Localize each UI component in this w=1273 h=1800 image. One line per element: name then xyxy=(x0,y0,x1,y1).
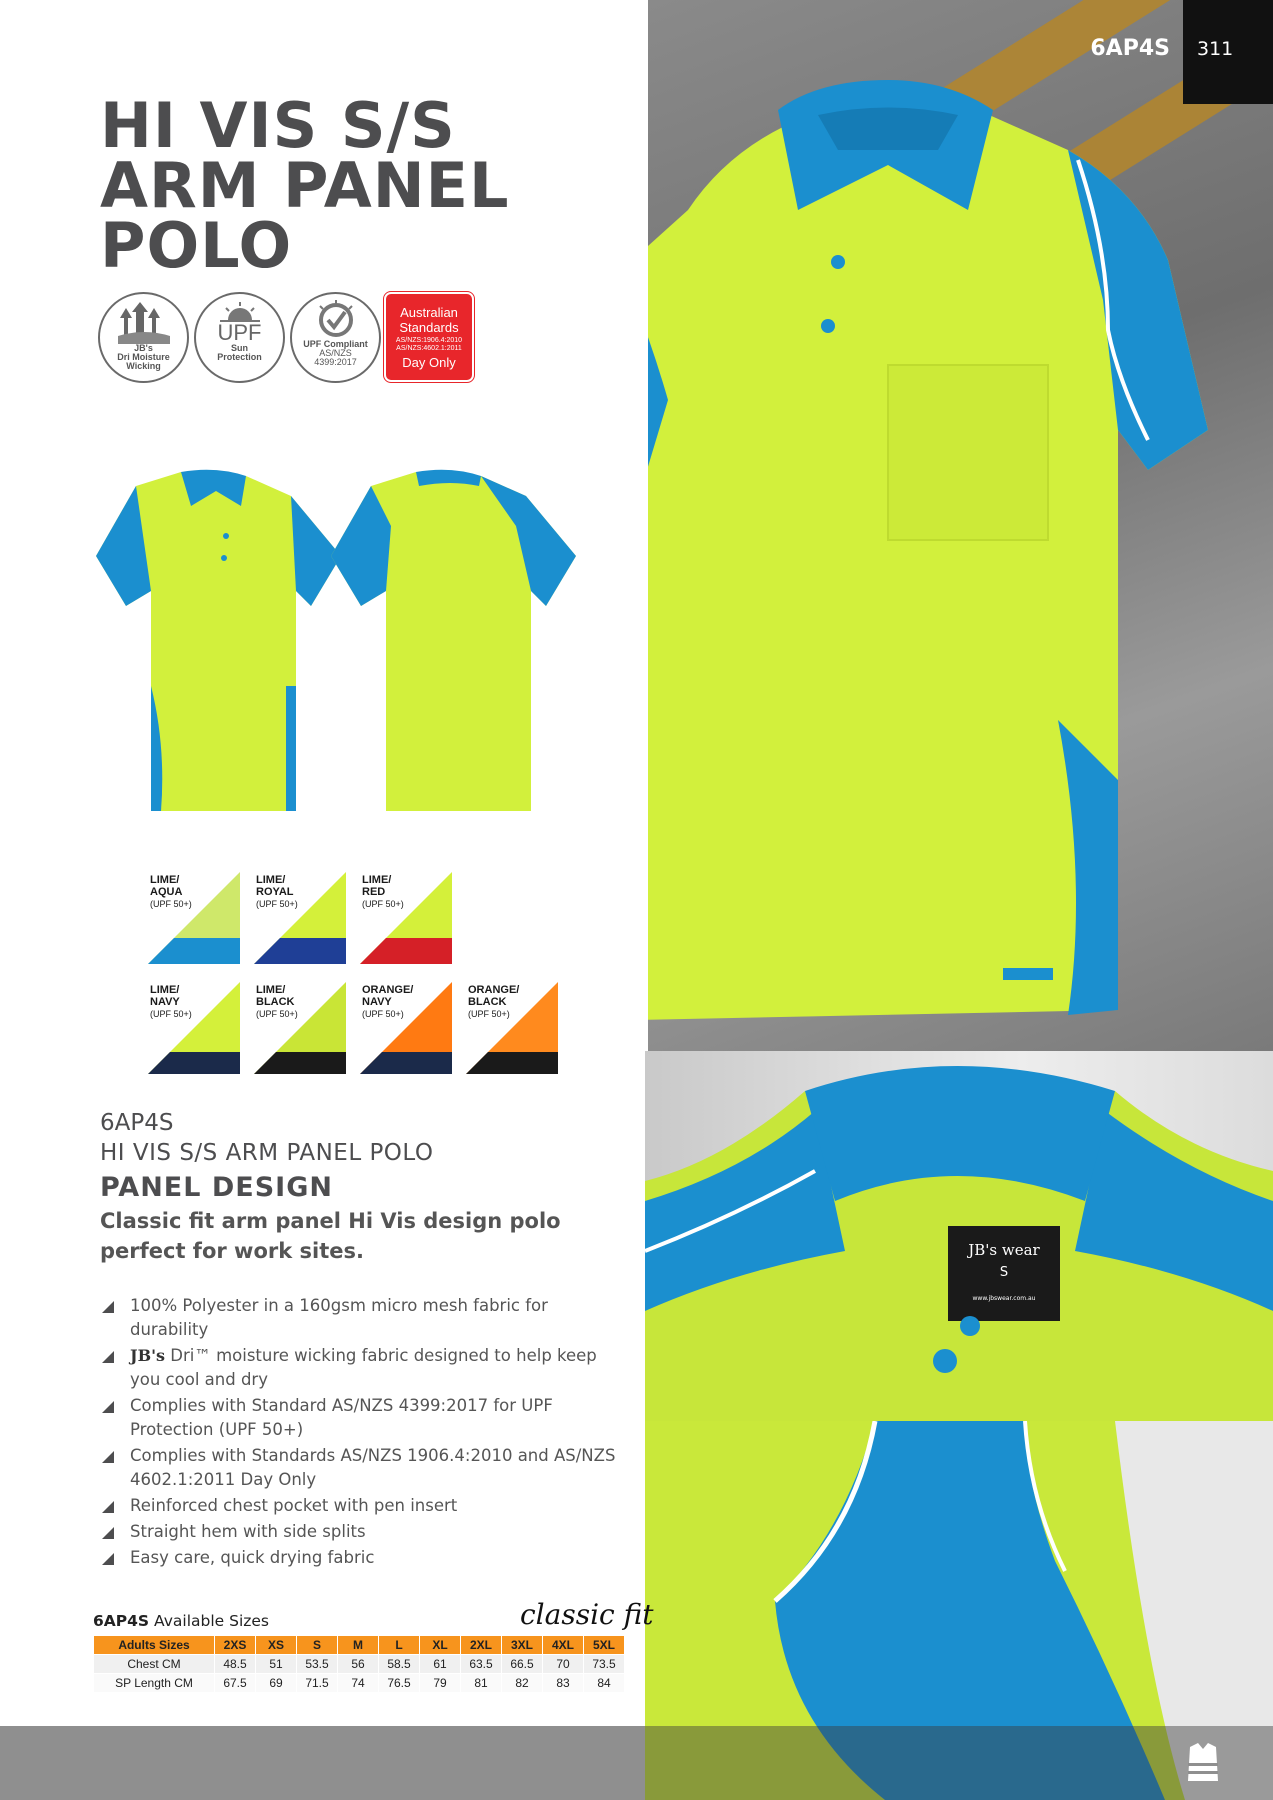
length-row xyxy=(94,1674,625,1693)
swatch-trim xyxy=(254,1052,346,1074)
table-cell: 82 xyxy=(502,1674,543,1693)
table-cell: 73.5 xyxy=(584,1655,625,1674)
swatch-upf: (UPF 50+) xyxy=(150,899,192,909)
swatch-name: ROYAL xyxy=(256,886,294,898)
collar-detail-photo xyxy=(645,1051,1273,1421)
page-number: 311 xyxy=(1197,38,1234,60)
swatch-lime-navy[interactable] xyxy=(148,982,240,1074)
table-cell: 4XL xyxy=(543,1636,584,1655)
swatch-name: LIME/ xyxy=(362,874,392,886)
chest-row xyxy=(94,1655,625,1674)
swatch-name: LIME/ xyxy=(150,984,180,996)
title-line: POLO xyxy=(100,209,293,282)
product-title xyxy=(100,89,540,282)
swatch-trim xyxy=(148,1052,240,1074)
swatch-name: BLACK xyxy=(256,996,295,1008)
sizes-title: Available Sizes xyxy=(154,1612,270,1630)
hi-vis-vest-icon xyxy=(1186,1741,1220,1783)
table-cell: 71.5 xyxy=(297,1674,338,1693)
table-cell: M xyxy=(338,1636,379,1655)
tagline-line: Classic fit arm panel Hi Vis design polo xyxy=(100,1209,561,1233)
feature-item: Reinforced chest pocket with pen insert xyxy=(100,1494,620,1518)
badge-line: Australian xyxy=(400,305,458,320)
swatch-trim xyxy=(360,1052,452,1074)
table-cell: L xyxy=(379,1636,420,1655)
label-url: www.jbswear.com.au xyxy=(972,1295,1036,1302)
swatch-trim xyxy=(466,1052,558,1074)
colour-swatch-grid xyxy=(148,872,568,1077)
swatch-name: ORANGE/ xyxy=(468,984,520,996)
tagline-line: perfect for work sites. xyxy=(100,1239,364,1263)
feature-list xyxy=(100,1294,620,1572)
table-cell: 81 xyxy=(461,1674,502,1693)
swatch-name: AQUA xyxy=(150,886,183,898)
polo-front-thumbnail xyxy=(96,470,341,811)
badge-standard: AS/NZS:4602.1:2011 xyxy=(396,345,462,352)
table-cell: 51 xyxy=(256,1655,297,1674)
swatch-lime-royal[interactable] xyxy=(254,872,346,964)
swatch-name: RED xyxy=(362,886,386,898)
swatch-upf: (UPF 50+) xyxy=(256,1009,298,1019)
table-cell: 69 xyxy=(256,1674,297,1693)
product-code: 6AP4S xyxy=(100,1110,174,1136)
upf-compliant-icon xyxy=(290,292,381,383)
swatch-upf: (UPF 50+) xyxy=(468,1009,510,1019)
size-chart-table xyxy=(93,1635,625,1693)
footer-bar xyxy=(0,1726,645,1800)
icon-caption: Sun xyxy=(231,343,248,353)
feature-item: Easy care, quick drying fabric xyxy=(100,1546,620,1570)
icon-caption: Protection xyxy=(217,352,262,362)
swatch-upf: (UPF 50+) xyxy=(256,899,298,909)
icon-caption: Wicking xyxy=(126,361,161,371)
polo-back-thumbnail xyxy=(331,470,576,811)
table-cell: SP Length CM xyxy=(94,1674,215,1693)
table-cell: XS xyxy=(256,1636,297,1655)
swatch-orange-black[interactable] xyxy=(466,982,558,1074)
table-cell: 3XL xyxy=(502,1636,543,1655)
table-cell: 76.5 xyxy=(379,1674,420,1693)
sizes-code: 6AP4S xyxy=(93,1612,150,1630)
swatch-name: NAVY xyxy=(362,996,392,1008)
swatch-lime-aqua[interactable] xyxy=(148,872,240,964)
product-tagline xyxy=(100,1206,620,1266)
badge-line: Day Only xyxy=(402,355,456,370)
label-size: S xyxy=(999,1265,1009,1280)
feature-item xyxy=(100,1344,620,1392)
classic-fit-label: classic fit xyxy=(520,1598,654,1631)
table-cell: 74 xyxy=(338,1674,379,1693)
table-cell: 58.5 xyxy=(379,1655,420,1674)
table-cell: 61 xyxy=(420,1655,461,1674)
checkmark-badge-icon xyxy=(314,300,358,340)
size-header-row xyxy=(94,1636,625,1655)
icon-caption: UPF Compliant xyxy=(303,339,368,349)
icon-caption: Dri Moisture xyxy=(117,352,170,362)
hero-product-photo xyxy=(648,0,1273,1051)
table-cell: 2XL xyxy=(461,1636,502,1655)
table-cell: 5XL xyxy=(584,1636,625,1655)
title-line: ARM PANEL xyxy=(100,149,510,222)
feature-item: Complies with Standard AS/NZS 4399:2017 for UPF Protection (UPF 50+) xyxy=(100,1394,620,1442)
icon-caption: AS/NZS xyxy=(319,348,352,358)
collar-illustration xyxy=(645,1051,1273,1421)
swatch-orange-navy[interactable] xyxy=(360,982,452,1074)
feature-item: Straight hem with side splits xyxy=(100,1520,620,1544)
table-cell: 63.5 xyxy=(461,1655,502,1674)
swatch-upf: (UPF 50+) xyxy=(362,1009,404,1019)
upf-label: UPF xyxy=(217,320,262,345)
table-cell: 48.5 xyxy=(215,1655,256,1674)
sun-protection-icon xyxy=(194,292,285,383)
table-cell: Chest CM xyxy=(94,1655,215,1674)
feature-item: Complies with Standards AS/NZS 1906.4:2010 and AS/NZS 4602.1:2011 Day Only xyxy=(100,1444,620,1492)
table-cell: XL xyxy=(420,1636,461,1655)
table-cell: S xyxy=(297,1636,338,1655)
table-cell: 53.5 xyxy=(297,1655,338,1674)
table-cell: 83 xyxy=(543,1674,584,1693)
footer-bar-overlay xyxy=(645,1726,1273,1800)
swatch-lime-red[interactable] xyxy=(360,872,452,964)
polo-front-back-thumbnails xyxy=(96,466,576,816)
swatch-upf: (UPF 50+) xyxy=(362,899,404,909)
polo-shirt-front-illustration xyxy=(648,0,1273,1051)
icon-caption: 4399:2017 xyxy=(314,357,357,367)
swatch-trim xyxy=(254,938,346,964)
sun-icon xyxy=(220,302,260,322)
table-cell: 2XS xyxy=(215,1636,256,1655)
table-cell: 66.5 xyxy=(502,1655,543,1674)
sizes-heading xyxy=(93,1612,269,1630)
icon-caption: JB's xyxy=(134,343,153,353)
swatch-name: LIME/ xyxy=(256,874,286,886)
table-cell: 79 xyxy=(420,1674,461,1693)
swatch-name: LIME/ xyxy=(150,874,180,886)
table-cell: 70 xyxy=(543,1655,584,1674)
header-product-code: 6AP4S xyxy=(1090,36,1170,61)
table-cell: Adults Sizes xyxy=(94,1636,215,1655)
table-cell: 56 xyxy=(338,1655,379,1674)
swatch-upf: (UPF 50+) xyxy=(150,1009,192,1019)
table-cell: 84 xyxy=(584,1674,625,1693)
swatch-name: ORANGE/ xyxy=(362,984,414,996)
feature-icons-row xyxy=(98,292,478,384)
swatch-trim xyxy=(360,938,452,964)
badge-standard: AS/NZS:1906.4:2010 xyxy=(395,337,463,344)
arrows-up-icon xyxy=(114,300,174,344)
swatch-name: LIME/ xyxy=(256,984,286,996)
australian-standards-badge xyxy=(384,292,474,382)
table-cell: 67.5 xyxy=(215,1674,256,1693)
feature-item: 100% Polyester in a 160gsm micro mesh fabric for durability xyxy=(100,1294,620,1342)
jbs-logo: JB's xyxy=(130,1346,165,1365)
title-line: HI VIS S/S xyxy=(100,89,456,162)
feature-text: Dri™ moisture wicking fabric designed to help keep you cool and dry xyxy=(130,1346,597,1389)
product-name: HI VIS S/S ARM PANEL POLO xyxy=(100,1140,434,1166)
swatch-trim xyxy=(148,938,240,964)
design-heading: PANEL DESIGN xyxy=(100,1172,333,1203)
moisture-wicking-icon xyxy=(98,292,189,383)
swatch-name: NAVY xyxy=(150,996,180,1008)
swatch-name: BLACK xyxy=(468,996,507,1008)
badge-line: Standards xyxy=(399,320,459,335)
swatch-lime-black[interactable] xyxy=(254,982,346,1074)
label-brand: JB's wear xyxy=(968,1241,1040,1259)
